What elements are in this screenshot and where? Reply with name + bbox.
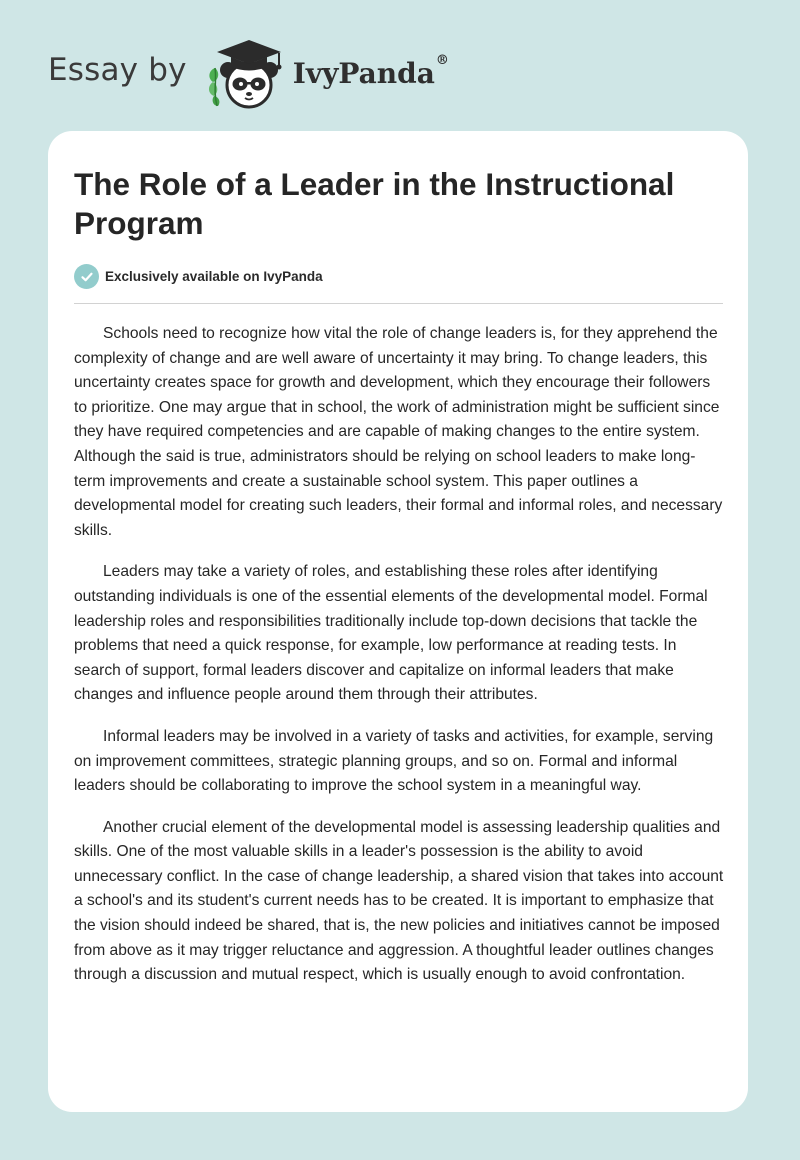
paragraph-3: Informal leaders may be involved in a variety of tasks and activities, for example, serving on improvement committees, strategic planning groups, and so on. Formal and informal leaders should be collaborating to improve the school system in a meaningful way. — [74, 727, 714, 795]
essay-card — [48, 131, 748, 1112]
brand-name[interactable] — [292, 52, 449, 90]
exclusive-badge — [74, 264, 323, 289]
exclusive-label: Exclusively available on IvyPanda — [105, 269, 323, 284]
brand-text: IvyPanda — [292, 56, 435, 90]
paragraph-1: Schools need to recognize how vital the role of change leaders is, for they apprehend the complexity of change and are well aware of uncertainty it may bring. To change leaders, this uncertainty creates space for growth and development, which they encourage their followers to prioritize. One may argue that in school, the work of administration might be sufficient since they have required competencies and are capable of making changes to the entire system. Although the said is true, administrators should be relying on school leaders to make long-term improvements and create a sustainable school system. This paper outlines a developmental model for creating such leaders, their formal and informal roles, and necessary skills. — [74, 325, 723, 539]
ivy-leaf-icon — [209, 68, 219, 106]
paragraph-2: Leaders may take a variety of roles, and establishing these roles after identifying outstanding individuals is one of the essential elements of the developmental model. Formal leadership roles and responsibilities traditionally include top-down decisions that tackle the problems that need a quick response, for example, low performance at reading tests. In search of support, formal leaders discover and capitalize on informal leaders that make changes and influence people around them through their attributes. — [74, 563, 708, 704]
page-title: The Role of a Leader in the Instructional Program — [74, 166, 675, 241]
panda-graduation-cap-icon[interactable] — [201, 30, 289, 110]
site-header — [48, 30, 449, 110]
divider — [74, 303, 723, 304]
check-circle-icon — [74, 264, 99, 289]
paragraph-4: Another crucial element of the developmental model is assessing leadership qualities and skills. One of the most valuable skills in a leader's possession is the ability to avoid unnecessary conflict. In the case of change leadership, a shared vision that takes into account a school's and its student's current needs has to be created. It is important to emphasize that the vision should indeed be shared, that is, the new policies and initiatives cannot be imposed from above as it may trigger reluctance and aggression. A thoughtful leader outlines changes through a discussion and mutual respect, which is usually enough to avoid confrontation. — [74, 818, 724, 984]
essay-body — [74, 322, 726, 1005]
registered-mark: ® — [435, 52, 449, 68]
essay-by-label: Essay by — [48, 52, 187, 88]
